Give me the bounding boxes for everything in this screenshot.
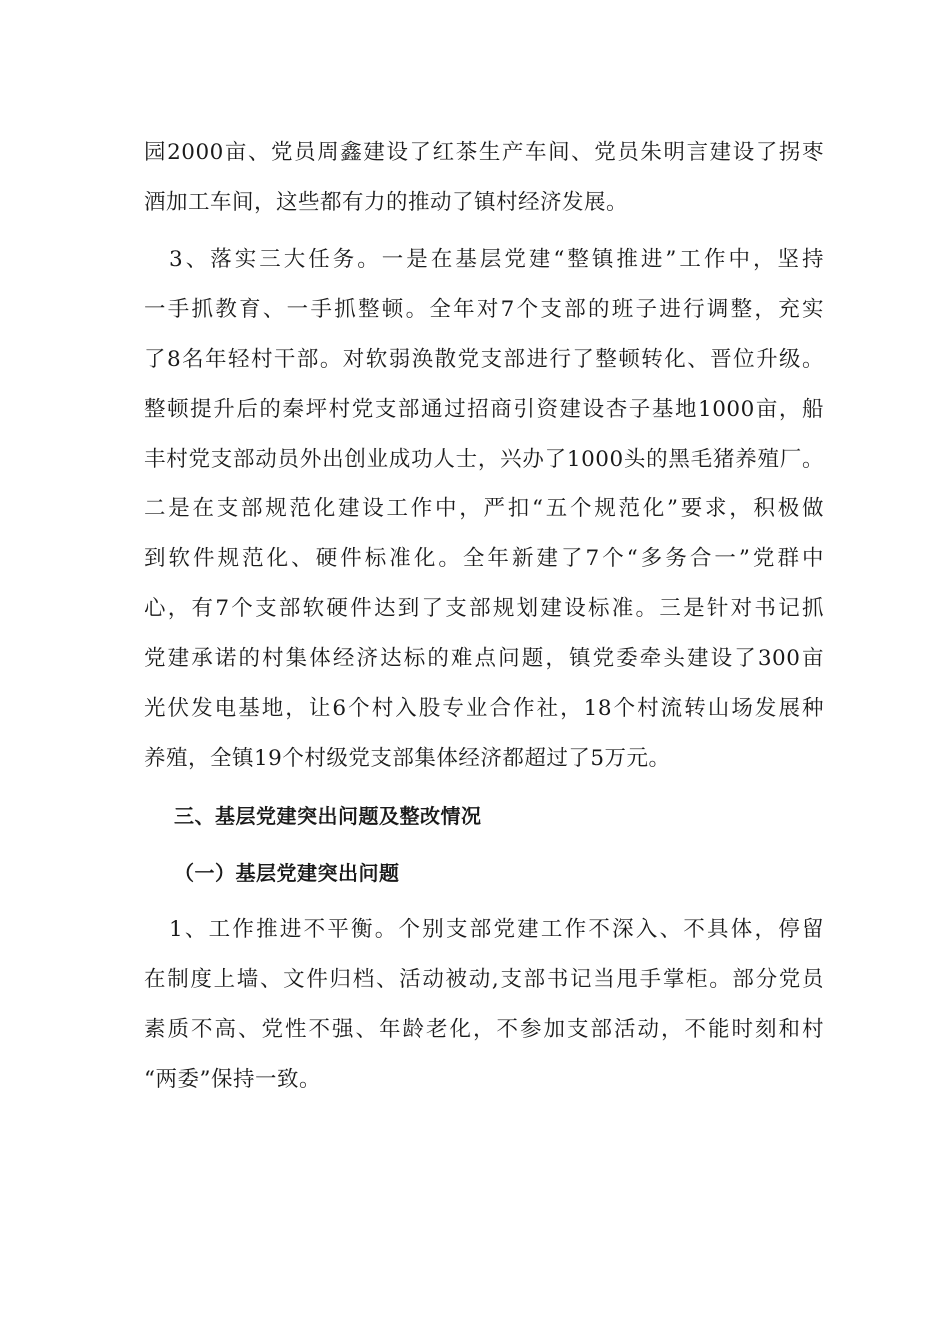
paragraph-2-line-3: 了8名年轻村干部。对软弱涣散党支部进行了整顿转化、晋位升级。 xyxy=(144,347,824,372)
paragraph-3-line-2: 在制度上墙、文件归档、活动被动,支部书记当甩手掌柜。部分党员 xyxy=(144,967,824,992)
section-heading: 三、基层党建突出问题及整改情况 xyxy=(174,804,482,828)
paragraph-2-line-8: 心，有7个支部软硬件达到了支部规划建设标准。三是针对书记抓 xyxy=(144,596,824,621)
paragraph-2-line-2: 一手抓教育、一手抓整顿。全年对7个支部的班子进行调整，充实 xyxy=(144,297,824,322)
paragraph-3-line-4: “两委”保持一致。 xyxy=(144,1067,321,1092)
paragraph-2-line-1: 3、落实三大任务。一是在基层党建“整镇推进”工作中，坚持 xyxy=(169,247,824,272)
paragraph-2-line-7: 到软件规范化、硬件标准化。全年新建了7个“多务合一”党群中 xyxy=(144,546,824,571)
paragraph-2-line-5: 丰村党支部动员外出创业成功人士，兴办了1000头的黑毛猪养殖厂。 xyxy=(144,447,824,472)
paragraph-2-line-9: 党建承诺的村集体经济达标的难点问题，镇党委牵头建设了300亩 xyxy=(144,646,824,671)
paragraph-2-line-10: 光伏发电基地，让6个村入股专业合作社，18个村流转山场发展种 xyxy=(144,696,824,721)
paragraph-2-line-6: 二是在支部规范化建设工作中，严扣“五个规范化”要求，积极做 xyxy=(144,496,824,521)
paragraph-2-line-4: 整顿提升后的秦坪村党支部通过招商引资建设杏子基地1000亩，船 xyxy=(144,397,824,422)
paragraph-2-line-11: 养殖，全镇19个村级党支部集体经济都超过了5万元。 xyxy=(144,746,671,771)
paragraph-3-line-1: 1、工作推进不平衡。个别支部党建工作不深入、不具体，停留 xyxy=(169,917,824,942)
paragraph-3-line-3: 素质不高、党性不强、年龄老化，不参加支部活动，不能时刻和村 xyxy=(144,1017,824,1042)
subsection-heading: （一）基层党建突出问题 xyxy=(174,861,400,885)
paragraph-1-line-2: 酒加工车间，这些都有力的推动了镇村经济发展。 xyxy=(144,190,629,215)
paragraph-1-line-1: 园2000亩、党员周鑫建设了红茶生产车间、党员朱明言建设了拐枣 xyxy=(144,140,824,165)
